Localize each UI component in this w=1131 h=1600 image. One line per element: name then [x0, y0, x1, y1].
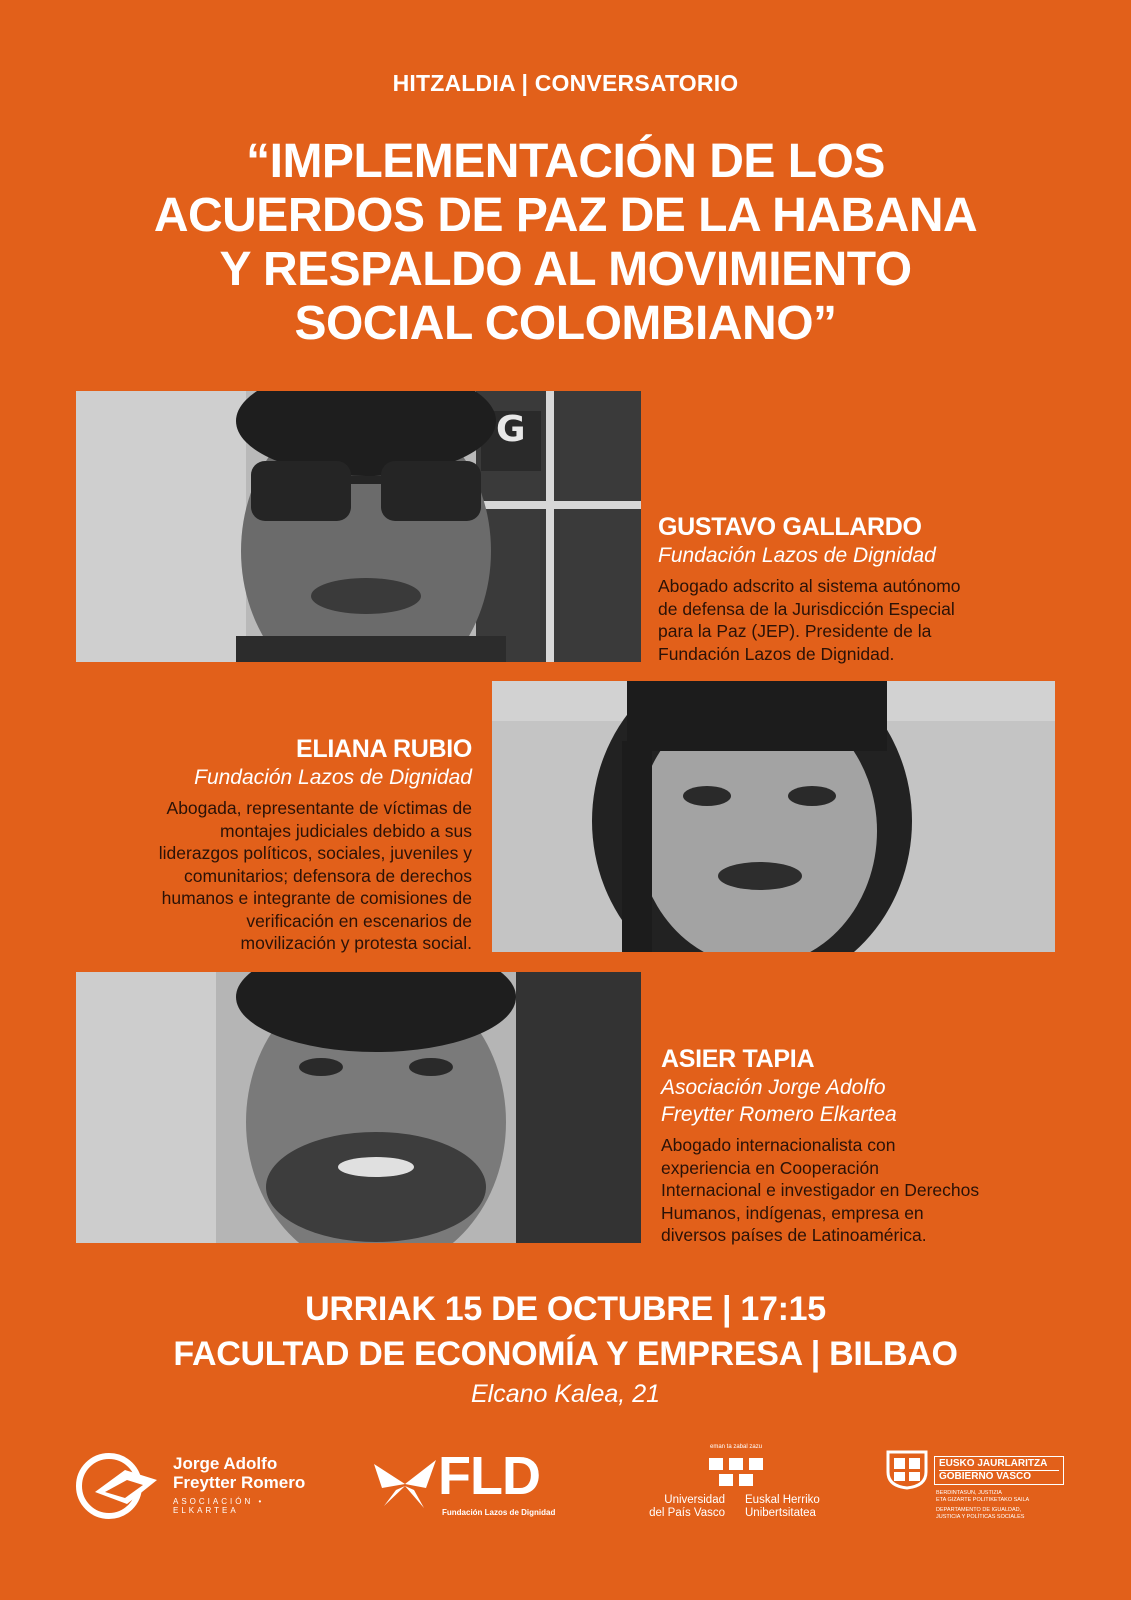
- title-line: SOCIAL COLOMBIANO”: [294, 297, 837, 350]
- title-line: “IMPLEMENTACIÓN DE LOS: [246, 135, 885, 188]
- gv-dept-line: JUSTICIA Y POLÍTICAS SOCIALES: [936, 1514, 1025, 1520]
- jafr-line2: Freytter Romero: [173, 1473, 306, 1492]
- upv-eu-line: Euskal Herriko: [745, 1494, 820, 1506]
- speaker-organization: Freytter Romero Elkartea: [661, 1103, 897, 1126]
- title-line: ACUERDOS DE PAZ DE LA HABANA: [153, 189, 978, 242]
- bio-line: verificación en escenarios de: [246, 910, 472, 931]
- speaker-photo-asier-tapia: [76, 972, 641, 1243]
- speaker-photo-eliana-rubio: [492, 681, 1055, 952]
- speaker-organization: Fundación Lazos de Dignidad: [194, 766, 472, 789]
- bio-line: Abogado adscrito al sistema autónomo: [658, 576, 961, 596]
- bio-line: movilización y protesta social.: [240, 933, 472, 953]
- logo-jafr: [75, 1452, 335, 1520]
- speaker-name: GUSTAVO GALLARDO: [658, 513, 922, 541]
- butterfly-icon: [372, 1458, 438, 1510]
- event-date-time: URRIAK 15 DE OCTUBRE | 17:15: [305, 1290, 826, 1328]
- speaker-organization: Asociación Jorge Adolfo: [661, 1076, 886, 1099]
- bio-line: Abogado internacionalista con: [661, 1135, 896, 1155]
- upv-es-line: del País Vasco: [649, 1507, 725, 1519]
- gv-dept-line: ETA GIZARTE POLITIKETAKO SAILA: [936, 1497, 1030, 1503]
- event-venue: FACULTAD DE ECONOMÍA Y EMPRESA | BILBAO: [173, 1335, 958, 1373]
- fld-caption: Fundación Lazos de Dignidad: [442, 1508, 556, 1517]
- bio-line: liderazgos políticos, sociales, juveniles y: [158, 843, 472, 863]
- speaker-bio: [661, 1134, 1101, 1247]
- gv-dept-line: BERDINTASUN, JUSTIZIA: [936, 1490, 1002, 1496]
- bio-line: Humanos, indígenas, empresa en: [661, 1202, 924, 1223]
- speaker-bio: [658, 575, 1108, 665]
- coat-of-arms-icon: [882, 1448, 932, 1490]
- gv-name-box: [934, 1456, 1064, 1485]
- gv-name-es: GOBIERNO VASCO: [939, 1471, 1032, 1482]
- speaker-name: ELIANA RUBIO: [295, 735, 472, 763]
- jafr-tagline: ASOCIACIÓN • ELKARTEA: [173, 1497, 265, 1515]
- speaker-card-gustavo-gallardo: [658, 513, 1108, 665]
- svg-text:G: G: [496, 409, 526, 450]
- speaker-card-asier-tapia: [661, 1045, 1101, 1247]
- fld-wordmark: FLD: [438, 1446, 540, 1506]
- event-address: Elcano Kalea, 21: [470, 1380, 661, 1408]
- bio-line: para la Paz (JEP). Presidente de la: [658, 621, 932, 641]
- speaker-card-eliana-rubio: [70, 735, 472, 955]
- bio-line: montajes judiciales debido a sus: [220, 820, 472, 841]
- upv-name-eu: [745, 1494, 835, 1520]
- title-line: Y RESPALDO AL MOVIMIENTO: [219, 243, 912, 296]
- bio-line: comunitarios; defensora de derechos: [184, 865, 472, 886]
- logo-upv-ehu: [645, 1444, 835, 1524]
- jafr-emblem-icon: [75, 1452, 163, 1520]
- bio-line: diversos países de Latinoamérica.: [661, 1225, 927, 1245]
- speaker-photo-gustavo-gallardo: [76, 391, 641, 662]
- speaker-name: ASIER TAPIA: [661, 1045, 815, 1073]
- upv-eu-line: Unibertsitatea: [745, 1507, 816, 1519]
- logo-fld: [372, 1446, 572, 1520]
- upv-tree-icon: [707, 1454, 767, 1490]
- upv-motto: eman ta zabal zazu: [710, 1444, 763, 1450]
- event-title: [60, 135, 1071, 351]
- bio-line: de defensa de la Jurisdicción Especial: [658, 598, 955, 619]
- gv-department: [936, 1490, 1029, 1521]
- event-kicker: HITZALDIA | CONVERSATORIO: [392, 70, 739, 96]
- bio-line: experiencia en Cooperación: [661, 1157, 879, 1178]
- bio-line: Fundación Lazos de Dignidad.: [658, 643, 895, 664]
- gv-dept-line: DEPARTAMENTO DE IGUALDAD,: [936, 1507, 1022, 1513]
- logo-gobierno-vasco: [882, 1448, 1082, 1528]
- upv-es-line: Universidad: [664, 1494, 725, 1506]
- upv-name-es: [645, 1494, 725, 1520]
- bio-line: humanos e integrante de comisiones de: [161, 888, 472, 908]
- jafr-line1: Jorge Adolfo: [173, 1454, 278, 1473]
- speaker-bio: [70, 797, 472, 955]
- speaker-organization: Fundación Lazos de Dignidad: [658, 544, 936, 567]
- bio-line: Abogada, representante de víctimas de: [166, 798, 472, 818]
- bio-line: Internacional e investigador en Derechos: [661, 1180, 980, 1200]
- gv-name-eu: EUSKO JAURLARITZA: [939, 1458, 1059, 1471]
